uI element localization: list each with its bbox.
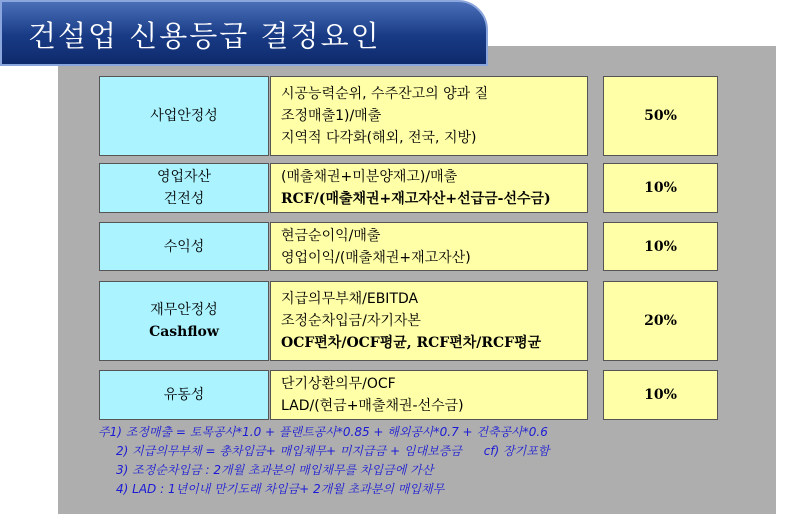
- detail-box-profitability: [270, 222, 588, 271]
- detail-line: LAD/(현금+매출채권-선수금): [281, 398, 464, 414]
- detail-line: 지역적 다각화(해외, 전국, 지방): [281, 130, 477, 146]
- category-label: 건전성: [163, 191, 205, 207]
- detail-line: RCF/(매출채권+재고자산+선급금-선수금): [281, 191, 551, 207]
- category-label: 수익성: [163, 238, 205, 255]
- detail-line: 영업이익/(매출채권+재고자산): [281, 249, 471, 266]
- category-box-operating-assets: [99, 163, 269, 213]
- weight-value: 10%: [644, 238, 677, 255]
- footnote-4: 4) LAD : 1년이내 만기도래 차입금+ 2개월 초과분의 매입채무: [116, 482, 445, 496]
- footnote-3: 3) 조정순차입금 : 2개월 초과분의 매입채무를 차입금에 가산: [116, 463, 434, 477]
- weight-box: [603, 76, 718, 156]
- weight-box: [603, 163, 718, 213]
- detail-box-business-stability: [270, 76, 588, 156]
- detail-line: 조정순차입금/자기자본: [281, 313, 421, 329]
- page-title: 건설업 신용등급 결정요인: [28, 19, 381, 53]
- category-label: 유동성: [163, 387, 205, 403]
- detail-box-financial-stability: [270, 281, 588, 361]
- detail-line: (매출채권+미분양재고)/매출: [281, 169, 458, 185]
- category-box-liquidity: [99, 370, 269, 420]
- category-box-business-stability: [99, 76, 269, 156]
- detail-box-liquidity: [270, 370, 588, 420]
- footnotes: [98, 423, 549, 499]
- footnote-2-text: 2) 지급의무부채 = 총차입금+ 매입채무+ 미지급금 + 임대보증금: [116, 444, 462, 458]
- detail-line: 조정매출1)/매출: [281, 108, 382, 124]
- category-label: Cashflow: [149, 324, 219, 340]
- footnote-1: 주1) 조정매출 = 토목공사*1.0 + 플랜트공사*0.85 + 해외공사*0.7 + 건축공사*0.6: [98, 425, 548, 439]
- category-label: 재무안정성: [150, 302, 218, 318]
- detail-line: 시공능력순위, 수주잔고의 양과 질: [281, 86, 489, 102]
- weight-box: [603, 370, 718, 420]
- weight-value: 50%: [644, 108, 677, 124]
- category-label: 사업안정성: [150, 108, 218, 124]
- weight-box: [603, 222, 718, 271]
- detail-line: OCF편차/OCF평균, RCF편차/RCF평균: [281, 335, 542, 351]
- detail-box-operating-assets: [270, 163, 588, 213]
- detail-line: 현금순이익/매출: [281, 227, 381, 244]
- weight-value: 20%: [644, 313, 677, 329]
- category-box-profitability: [99, 222, 269, 271]
- category-box-financial-stability: [99, 281, 269, 361]
- detail-line: 단기상환의무/OCF: [281, 376, 396, 392]
- weight-box: [603, 281, 718, 361]
- footnote-2: [98, 442, 549, 461]
- category-label: 영업자산: [156, 169, 212, 185]
- title-banner: [0, 0, 488, 66]
- detail-line: 지급의무부채/EBITDA: [281, 291, 419, 307]
- footnote-2-cf: cf) 장기포함: [483, 444, 550, 458]
- weight-value: 10%: [644, 180, 677, 196]
- weight-value: 10%: [644, 387, 677, 403]
